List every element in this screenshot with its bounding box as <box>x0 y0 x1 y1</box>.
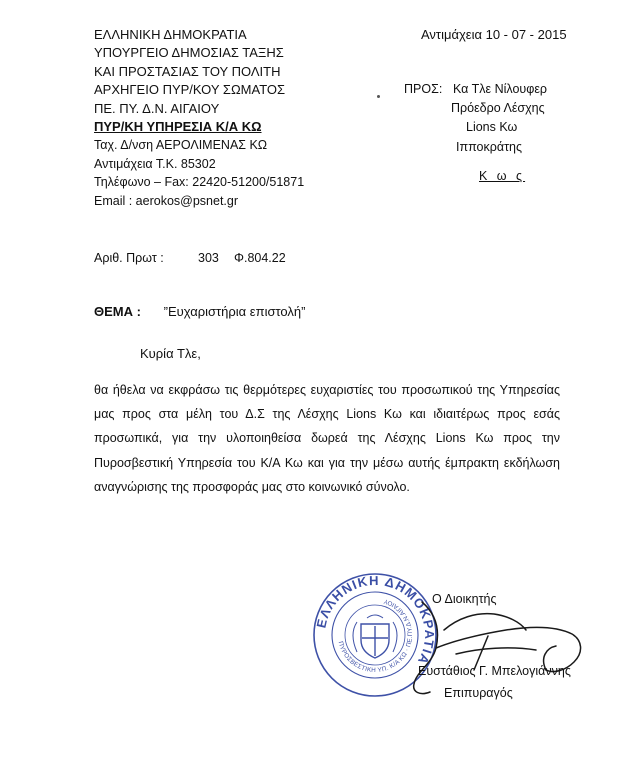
body-paragraph: θα ήθελα να εκφράσω τις θερμότερες ευχαριστίες του προσωπικού της Υπηρεσίας μας προς στα μέλη του Δ.Σ της Λέσχης Lions Κω και ιδιαιτέρως προς εσάς προσωπικά, για την υλοποιηθείσα δωρεά της Λέσχης Lions Κω προς την Πυροσβεστική Υπηρεσία του Κ/Α Κω και για την μέσω αυτής έμπρακτη εκδήλωση αναγνώρισης της προσφοράς μας στο κοινωνικό σύνολο. <box>94 383 560 494</box>
recipient-street: Ιπποκράτης <box>456 139 522 154</box>
signature-rank: Επιπυραγός <box>444 686 513 700</box>
sender-country: ΕΛΛΗΝΙΚΗ ΔΗΜΟΚΡΑΤΙΑ <box>94 27 247 42</box>
sender-headquarters: ΑΡΧΗΓΕΙΟ ΠΥΡ/ΚΟΥ ΣΩΜΑΤΟΣ <box>94 82 286 98</box>
subject-line <box>94 304 305 319</box>
subject-text: ”Ευχαριστήρια επιστολή” <box>163 304 306 319</box>
recipient-block <box>404 80 574 183</box>
sender-ministry-cont: ΚΑΙ ΠΡΟΣΤΑΣΙΑΣ ΤΟΥ ΠΟΛΙΤΗ <box>94 63 281 79</box>
sender-ministry: ΥΠΟΥΡΓΕΙΟ ΔΗΜΟΣΙΑΣ ΤΑΞΗΣ <box>94 45 284 61</box>
recipient-town: Κ ω ς <box>479 168 526 183</box>
recipient-to-label: ΠΡΟΣ: <box>404 82 443 96</box>
sender-block <box>94 26 304 210</box>
protocol-label: Αριθ. Πρωτ : <box>94 251 164 265</box>
recipient-name: Κα Τλε Νίλουφερ <box>453 82 548 96</box>
subject-label: ΘΕΜΑ : <box>94 304 141 319</box>
recipient-role: Πρόεδρο Λέσχης <box>451 101 545 116</box>
sender-region: ΠΕ. ΠΥ. Δ.Ν. ΑΙΓΑΙΟΥ <box>94 100 220 116</box>
greeting: Κυρία Τλε, <box>140 346 201 361</box>
sender-service: ΠΥΡ/ΚΗ ΥΠΗΡΕΣΙΑ Κ/Α ΚΩ <box>94 118 262 134</box>
sender-address: Ταχ. Δ/νση ΑΕΡΟΛΙΜΕΝΑΣ ΚΩ <box>94 138 268 153</box>
handwritten-signature <box>396 600 586 700</box>
sender-email: Email : aerokos@psnet.gr <box>94 193 239 208</box>
letter-date: Αντιμάχεια 10 - 07 - 2015 <box>421 27 567 42</box>
protocol-value: 303 <box>198 251 219 265</box>
coat-of-arms-emblem <box>353 615 397 658</box>
recipient-club: Lions Κω <box>466 120 518 135</box>
stamp-inner-text: ΠΥΡΟΣΒΕΣΤΙΚΗ ΥΠ. Κ/Α ΚΩ · ΠΕ.ΠΥ.Δ.Ν.ΑΙΓΑΙΟΥ <box>336 597 415 675</box>
protocol-number <box>94 251 286 265</box>
signature-name: Ευστάθιος Γ. Μπελογιάννης <box>418 664 571 678</box>
signature-title: Ο Διοικητής <box>432 592 497 606</box>
letter-body <box>94 378 560 499</box>
sender-city: Αντιμάχεια Τ.Κ. 85302 <box>94 156 216 171</box>
stamp-outer-text: ΕΛΛΗΝΙΚΗ ΔΗΜΟΚΡΑΤΙΑ <box>313 572 438 668</box>
protocol-file: Φ.804.22 <box>234 251 286 265</box>
ink-dot <box>377 95 380 98</box>
sender-phone: Τηλέφωνο – Fax: 22420-51200/51871 <box>94 175 305 190</box>
